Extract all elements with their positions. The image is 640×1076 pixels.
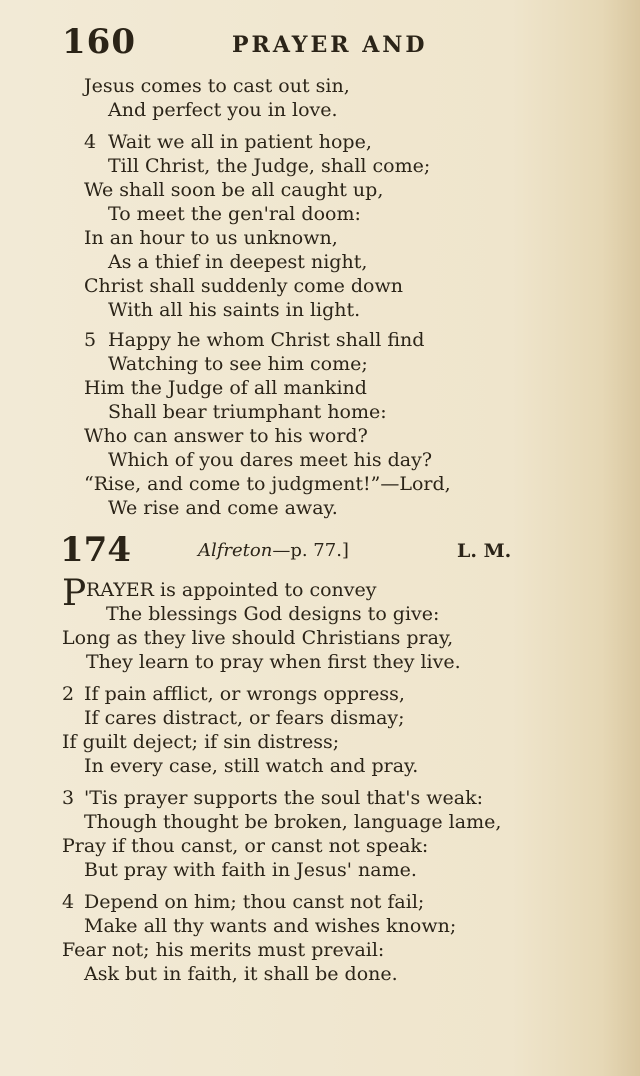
verse-line: In every case, still watch and pray. [84, 755, 419, 777]
verse-line: Depend on him; thou canst not fail; [84, 891, 425, 913]
page-header [62, 22, 600, 66]
verse-line: Long as they live should Christians pray, [62, 627, 454, 649]
verse-line: Who can answer to his word? [84, 425, 368, 447]
verse-line: If guilt deject; if sin distress; [62, 731, 340, 753]
verse-line: We shall soon be all caught up, [84, 179, 384, 201]
verse-line: Though thought be broken, language lame, [84, 811, 502, 833]
running-head: PRAYER AND [232, 32, 428, 58]
verse-line: RAYER is appointed to convey [86, 579, 377, 601]
verse-line: With all his saints in light. [108, 299, 361, 321]
verse-line: If pain afflict, or wrongs oppress, [84, 683, 405, 705]
stanza-number: 4 [62, 891, 75, 913]
verse-line: Shall bear triumphant home: [108, 401, 387, 423]
verse-line: And perfect you in love. [108, 99, 338, 121]
verse-line: Jesus comes to cast out sin, [84, 75, 350, 97]
verse-line: Happy he whom Christ shall find [108, 329, 425, 351]
verse-line: Pray if thou canst, or canst not speak: [62, 835, 429, 857]
drop-cap: P [62, 573, 87, 614]
verse-line: Christ shall suddenly come down [84, 275, 403, 297]
verse-line: Till Christ, the Judge, shall come; [108, 155, 431, 177]
stanza-number: 2 [62, 683, 75, 705]
verse-line: As a thief in deepest night, [108, 251, 368, 273]
hymn-number: 174 [60, 530, 131, 570]
verse-line: Watching to see him come; [108, 353, 368, 375]
verse-line: If cares distract, or fears dismay; [84, 707, 405, 729]
stanza-number: 3 [62, 787, 75, 809]
verse-line: Which of you dares meet his day? [108, 449, 433, 471]
tune-reference [198, 540, 349, 561]
verse-line: Him the Judge of all mankind [84, 377, 367, 399]
stanza-number: 5 [84, 329, 97, 351]
verse-line: Make all thy wants and wishes known; [84, 915, 457, 937]
verse-line: The blessings God designs to give: [106, 603, 440, 625]
verse-line: 'Tis prayer supports the soul that's weak: [84, 787, 483, 809]
verse-line: But pray with faith in Jesus' name. [84, 859, 417, 881]
verse-line: We rise and come away. [108, 497, 338, 519]
page-number: 160 [62, 22, 136, 62]
verse-line: Wait we all in patient hope, [108, 131, 372, 153]
meter: L. M. [457, 540, 512, 562]
stanza-number: 4 [84, 131, 97, 153]
verse-line: In an hour to us unknown, [84, 227, 338, 249]
verse-line: Ask but in faith, it shall be done. [84, 963, 398, 985]
verse-line: They learn to pray when first they live. [86, 651, 461, 673]
verse-line: “Rise, and come to judgment!”—Lord, [84, 473, 451, 495]
tune-page-ref: —p. 77.] [272, 540, 349, 561]
tune-name: Alfreton [198, 540, 273, 561]
verse-line: To meet the gen'ral doom: [108, 203, 361, 225]
verse-line: Fear not; his merits must prevail: [62, 939, 385, 961]
